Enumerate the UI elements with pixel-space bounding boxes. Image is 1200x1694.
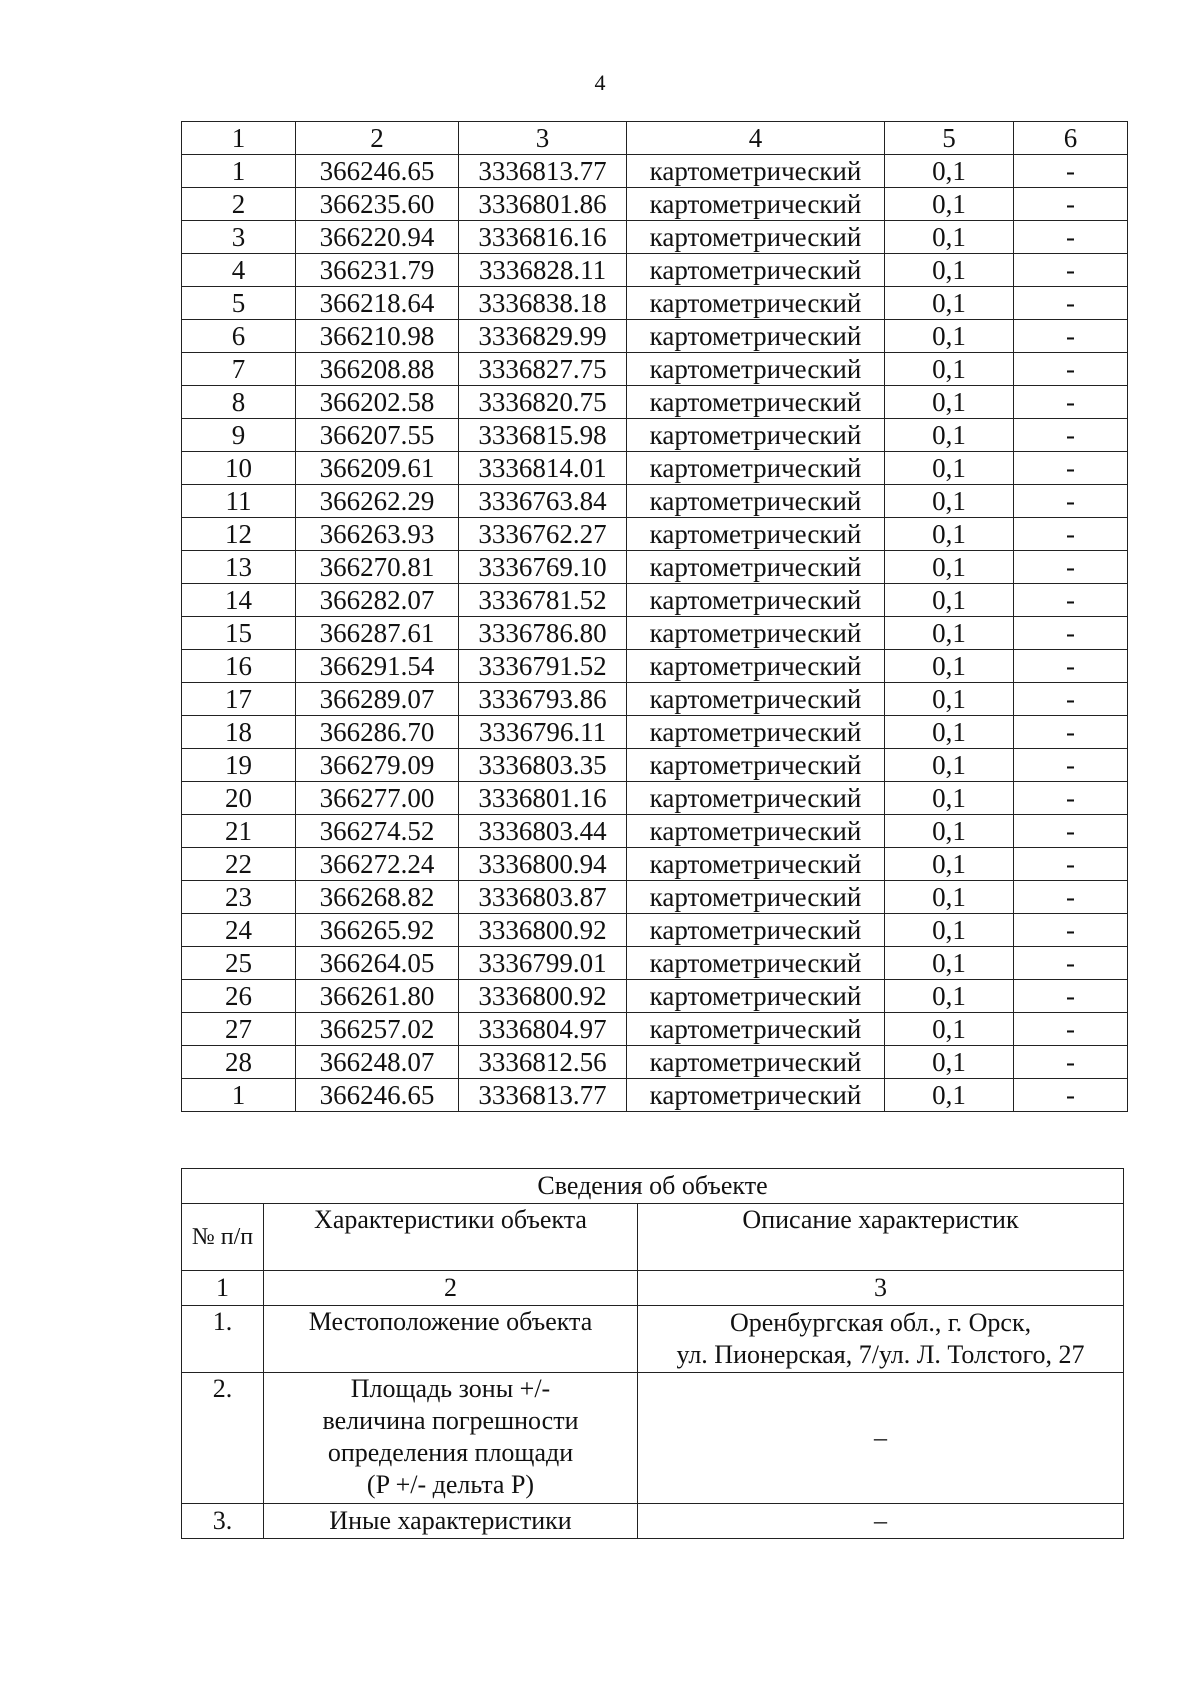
method: картометрический (627, 386, 885, 419)
note: - (1014, 221, 1128, 254)
coord-y: 3336796.11 (459, 716, 627, 749)
point-number: 9 (182, 419, 296, 452)
point-number: 28 (182, 1046, 296, 1079)
note: - (1014, 782, 1128, 815)
coord-y: 3336800.92 (459, 914, 627, 947)
method: картометрический (627, 947, 885, 980)
coord-y: 3336813.77 (459, 155, 627, 188)
coord-x: 366265.92 (296, 914, 459, 947)
point-number: 14 (182, 584, 296, 617)
coord-y: 3336828.11 (459, 254, 627, 287)
accuracy: 0,1 (885, 551, 1014, 584)
point-number: 16 (182, 650, 296, 683)
note: - (1014, 254, 1128, 287)
accuracy: 0,1 (885, 1079, 1014, 1112)
col-header: 5 (885, 122, 1014, 155)
coord-x: 366279.09 (296, 749, 459, 782)
accuracy: 0,1 (885, 650, 1014, 683)
point-number: 27 (182, 1013, 296, 1046)
coord-y: 3336791.52 (459, 650, 627, 683)
coord-x: 366207.55 (296, 419, 459, 452)
coord-x: 366287.61 (296, 617, 459, 650)
point-number: 2 (182, 188, 296, 221)
method: картометрический (627, 650, 885, 683)
method: картометрический (627, 1046, 885, 1079)
accuracy: 0,1 (885, 716, 1014, 749)
coord-x: 366209.61 (296, 452, 459, 485)
coordinate-row (182, 320, 1128, 353)
coordinate-row (182, 980, 1128, 1013)
coordinate-row (182, 881, 1128, 914)
note: - (1014, 518, 1128, 551)
coordinate-row (182, 287, 1128, 320)
coordinate-row (182, 353, 1128, 386)
note: - (1014, 716, 1128, 749)
accuracy: 0,1 (885, 848, 1014, 881)
coordinate-row (182, 716, 1128, 749)
note: - (1014, 881, 1128, 914)
coordinate-row (182, 782, 1128, 815)
coord-x: 366235.60 (296, 188, 459, 221)
note: - (1014, 188, 1128, 221)
coordinate-row (182, 650, 1128, 683)
point-number: 25 (182, 947, 296, 980)
coord-x: 366263.93 (296, 518, 459, 551)
accuracy: 0,1 (885, 188, 1014, 221)
accuracy: 0,1 (885, 221, 1014, 254)
col-header: 2 (296, 122, 459, 155)
accuracy: 0,1 (885, 782, 1014, 815)
note: - (1014, 1013, 1128, 1046)
point-number: 1 (182, 155, 296, 188)
point-number: 17 (182, 683, 296, 716)
coord-y: 3336762.27 (459, 518, 627, 551)
note: - (1014, 584, 1128, 617)
note: - (1014, 947, 1128, 980)
coordinates-table-body (182, 122, 1128, 1112)
coordinate-row (182, 815, 1128, 848)
col-header-description: Описание характеристик (638, 1204, 1124, 1271)
method: картометрический (627, 980, 885, 1013)
note: - (1014, 551, 1128, 584)
coord-y: 3336829.99 (459, 320, 627, 353)
coord-x: 366277.00 (296, 782, 459, 815)
coord-x: 366218.64 (296, 287, 459, 320)
page-number: 4 (594, 70, 606, 95)
coord-y: 3336800.92 (459, 980, 627, 1013)
method: картометрический (627, 848, 885, 881)
accuracy: 0,1 (885, 815, 1014, 848)
accuracy: 0,1 (885, 485, 1014, 518)
method: картометрический (627, 452, 885, 485)
point-number: 12 (182, 518, 296, 551)
coord-x: 366220.94 (296, 221, 459, 254)
method: картометрический (627, 485, 885, 518)
address-line: ул. Пионерская, 7/ул. Л. Толстого, 27 (676, 1340, 1085, 1369)
coord-x: 366272.24 (296, 848, 459, 881)
point-number: 5 (182, 287, 296, 320)
coord-y: 3336769.10 (459, 551, 627, 584)
characteristic-value: – (638, 1504, 1124, 1539)
col-header: 3 (459, 122, 627, 155)
method: картометрический (627, 782, 885, 815)
coord-x: 366208.88 (296, 353, 459, 386)
coord-y: 3336803.87 (459, 881, 627, 914)
characteristic-name (264, 1373, 638, 1504)
point-number: 6 (182, 320, 296, 353)
coord-y: 3336786.80 (459, 617, 627, 650)
coord-x: 366289.07 (296, 683, 459, 716)
point-number: 10 (182, 452, 296, 485)
note: - (1014, 320, 1128, 353)
coord-y: 3336820.75 (459, 386, 627, 419)
point-number: 4 (182, 254, 296, 287)
method: картометрический (627, 353, 885, 386)
accuracy: 0,1 (885, 419, 1014, 452)
col-number: 2 (264, 1271, 638, 1306)
accuracy: 0,1 (885, 947, 1014, 980)
note: - (1014, 749, 1128, 782)
object-info-table (181, 1168, 1124, 1539)
accuracy: 0,1 (885, 287, 1014, 320)
coord-y: 3336815.98 (459, 419, 627, 452)
coord-x: 366210.98 (296, 320, 459, 353)
method: картометрический (627, 749, 885, 782)
point-number: 21 (182, 815, 296, 848)
coord-y: 3336838.18 (459, 287, 627, 320)
point-number: 19 (182, 749, 296, 782)
coordinate-row (182, 221, 1128, 254)
point-number: 7 (182, 353, 296, 386)
method: картометрический (627, 716, 885, 749)
method: картометрический (627, 221, 885, 254)
coord-y: 3336763.84 (459, 485, 627, 518)
accuracy: 0,1 (885, 254, 1014, 287)
coord-x: 366291.54 (296, 650, 459, 683)
coordinate-row (182, 1013, 1128, 1046)
note: - (1014, 419, 1128, 452)
col-header: 1 (182, 122, 296, 155)
method: картометрический (627, 1079, 885, 1112)
coordinates-table (181, 121, 1128, 1112)
method: картометрический (627, 188, 885, 221)
row-number: 3. (182, 1504, 264, 1539)
note: - (1014, 1046, 1128, 1079)
coordinate-row (182, 683, 1128, 716)
coord-x: 366202.58 (296, 386, 459, 419)
point-number: 8 (182, 386, 296, 419)
coord-y: 3336800.94 (459, 848, 627, 881)
note: - (1014, 155, 1128, 188)
point-number: 13 (182, 551, 296, 584)
coordinate-row (182, 254, 1128, 287)
coord-y: 3336816.16 (459, 221, 627, 254)
accuracy: 0,1 (885, 1013, 1014, 1046)
method: картометрический (627, 815, 885, 848)
accuracy: 0,1 (885, 584, 1014, 617)
method: картометрический (627, 287, 885, 320)
point-number: 20 (182, 782, 296, 815)
coord-x: 366286.70 (296, 716, 459, 749)
coordinate-row (182, 188, 1128, 221)
accuracy: 0,1 (885, 518, 1014, 551)
method: картометрический (627, 518, 885, 551)
coordinate-row (182, 1079, 1128, 1112)
coord-y: 3336803.44 (459, 815, 627, 848)
coord-y: 3336804.97 (459, 1013, 627, 1046)
method: картометрический (627, 914, 885, 947)
accuracy: 0,1 (885, 1046, 1014, 1079)
note: - (1014, 353, 1128, 386)
coord-y: 3336799.01 (459, 947, 627, 980)
point-number: 3 (182, 221, 296, 254)
coord-y: 3336801.86 (459, 188, 627, 221)
note: - (1014, 914, 1128, 947)
accuracy: 0,1 (885, 353, 1014, 386)
method: картометрический (627, 1013, 885, 1046)
object-info-title: Сведения об объекте (182, 1169, 1124, 1204)
accuracy: 0,1 (885, 452, 1014, 485)
coord-y: 3336803.35 (459, 749, 627, 782)
point-number: 24 (182, 914, 296, 947)
point-number: 15 (182, 617, 296, 650)
point-number: 23 (182, 881, 296, 914)
accuracy: 0,1 (885, 881, 1014, 914)
col-number: 1 (182, 1271, 264, 1306)
coord-x: 366257.02 (296, 1013, 459, 1046)
col-header-num: № п/п (182, 1204, 264, 1271)
coordinate-row (182, 749, 1128, 782)
coord-y: 3336801.16 (459, 782, 627, 815)
characteristic-name: Местоположение объекта (264, 1306, 638, 1373)
coord-x: 366268.82 (296, 881, 459, 914)
col-header-characteristics: Характеристики объекта (264, 1204, 638, 1271)
row-number: 1. (182, 1306, 264, 1373)
accuracy: 0,1 (885, 683, 1014, 716)
coordinate-row (182, 848, 1128, 881)
object-info-header-row (182, 1204, 1124, 1271)
object-info-title-row (182, 1169, 1124, 1204)
coord-y: 3336827.75 (459, 353, 627, 386)
note: - (1014, 287, 1128, 320)
coord-x: 366246.65 (296, 1079, 459, 1112)
accuracy: 0,1 (885, 155, 1014, 188)
accuracy: 0,1 (885, 617, 1014, 650)
name-line: величина погрешности (322, 1406, 579, 1435)
characteristic-name: Иные характеристики (264, 1504, 638, 1539)
note: - (1014, 650, 1128, 683)
coordinate-row (182, 518, 1128, 551)
method: картометрический (627, 155, 885, 188)
note: - (1014, 485, 1128, 518)
coord-y: 3336813.77 (459, 1079, 627, 1112)
note: - (1014, 386, 1128, 419)
coord-x: 366262.29 (296, 485, 459, 518)
object-info-row-location (182, 1306, 1124, 1373)
object-info-row-area (182, 1373, 1124, 1504)
note: - (1014, 980, 1128, 1013)
coord-x: 366246.65 (296, 155, 459, 188)
coordinate-row (182, 914, 1128, 947)
row-number: 2. (182, 1373, 264, 1504)
accuracy: 0,1 (885, 914, 1014, 947)
point-number: 26 (182, 980, 296, 1013)
coordinate-row (182, 452, 1128, 485)
note: - (1014, 1079, 1128, 1112)
coord-y: 3336781.52 (459, 584, 627, 617)
method: картометрический (627, 254, 885, 287)
note: - (1014, 848, 1128, 881)
object-info-colnum-row (182, 1271, 1124, 1306)
coord-x: 366282.07 (296, 584, 459, 617)
address-line: Оренбургская обл., г. Орск, (729, 1308, 1032, 1337)
accuracy: 0,1 (885, 749, 1014, 782)
coord-y: 3336793.86 (459, 683, 627, 716)
point-number: 1 (182, 1079, 296, 1112)
coordinate-row (182, 584, 1128, 617)
coord-x: 366231.79 (296, 254, 459, 287)
method: картометрический (627, 419, 885, 452)
coord-x: 366264.05 (296, 947, 459, 980)
characteristic-value (638, 1306, 1124, 1373)
coordinate-row (182, 617, 1128, 650)
point-number: 18 (182, 716, 296, 749)
coord-x: 366261.80 (296, 980, 459, 1013)
method: картометрический (627, 320, 885, 353)
coordinates-header-row (182, 122, 1128, 155)
note: - (1014, 683, 1128, 716)
accuracy: 0,1 (885, 980, 1014, 1013)
coord-x: 366274.52 (296, 815, 459, 848)
note: - (1014, 815, 1128, 848)
name-line: (P +/- дельта P) (366, 1470, 535, 1499)
note: - (1014, 617, 1128, 650)
characteristic-value: – (638, 1373, 1124, 1504)
coordinate-row (182, 485, 1128, 518)
point-number: 22 (182, 848, 296, 881)
coord-y: 3336812.56 (459, 1046, 627, 1079)
coordinate-row (182, 386, 1128, 419)
method: картометрический (627, 617, 885, 650)
note: - (1014, 452, 1128, 485)
coordinate-row (182, 155, 1128, 188)
point-number: 11 (182, 485, 296, 518)
coordinate-row (182, 1046, 1128, 1079)
object-info-row-other (182, 1504, 1124, 1539)
coordinate-row (182, 419, 1128, 452)
coordinate-row (182, 551, 1128, 584)
col-header: 6 (1014, 122, 1128, 155)
col-header: 4 (627, 122, 885, 155)
coord-x: 366270.81 (296, 551, 459, 584)
coord-x: 366248.07 (296, 1046, 459, 1079)
method: картометрический (627, 584, 885, 617)
accuracy: 0,1 (885, 386, 1014, 419)
method: картометрический (627, 683, 885, 716)
coord-y: 3336814.01 (459, 452, 627, 485)
coordinate-row (182, 947, 1128, 980)
name-line: Площадь зоны +/- (350, 1374, 551, 1403)
method: картометрический (627, 551, 885, 584)
name-line: определения площади (327, 1438, 574, 1467)
method: картометрический (627, 881, 885, 914)
col-number: 3 (638, 1271, 1124, 1306)
accuracy: 0,1 (885, 320, 1014, 353)
